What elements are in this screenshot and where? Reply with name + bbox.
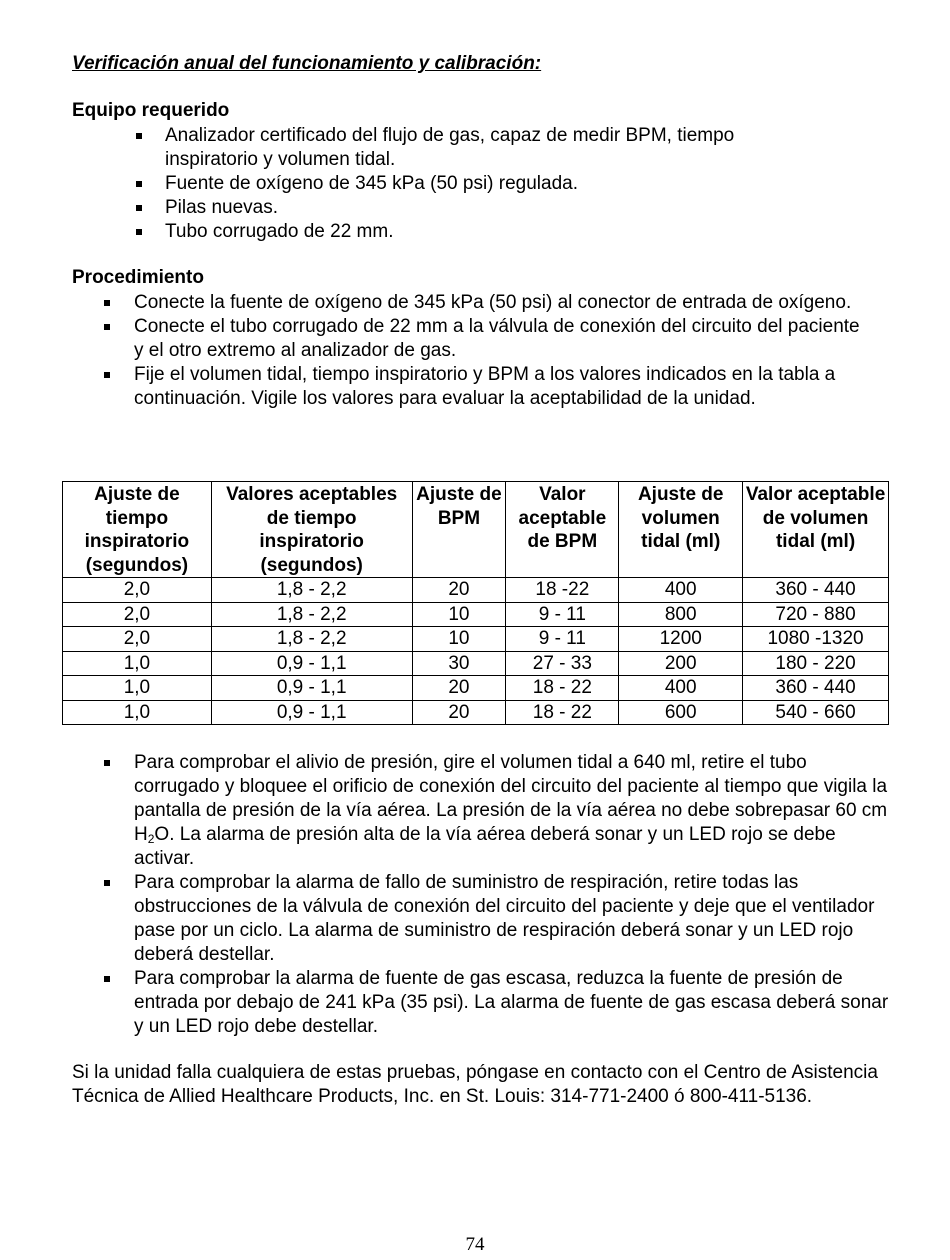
table-cell: 600 (619, 700, 743, 725)
table-cell: 10 (412, 602, 506, 627)
procedure-list (134, 291, 864, 411)
table-cell: 18 - 22 (506, 676, 619, 701)
table-cell: 1,8 - 2,2 (211, 578, 412, 603)
table-row (63, 651, 889, 676)
list-item: Fije el volumen tidal, tiempo inspiratorio y BPM a los valores indicados en la tabla a continuación. Vigile los valores para evaluar la aceptabilidad de la unidad. (134, 363, 864, 411)
table-cell: 360 - 440 (743, 676, 889, 701)
equipment-list (165, 124, 815, 244)
table-cell: 2,0 (63, 602, 212, 627)
table-header-row (63, 482, 889, 578)
table-cell: 0,9 - 1,1 (211, 651, 412, 676)
bullet-icon (104, 760, 110, 766)
column-header: Valores aceptables de tiempo inspiratorio (segundos) (211, 482, 412, 578)
table-cell: 2,0 (63, 627, 212, 652)
column-header: Ajuste de BPM (412, 482, 506, 578)
equipment-heading: Equipo requerido (72, 100, 230, 121)
table-cell: 400 (619, 676, 743, 701)
table-cell: 9 - 11 (506, 602, 619, 627)
table-cell: 0,9 - 1,1 (211, 700, 412, 725)
bullet-icon (136, 181, 142, 187)
table-cell: 1080 -1320 (743, 627, 889, 652)
calibration-table (62, 481, 889, 725)
bullet-icon (104, 300, 110, 306)
list-item: Para comprobar la alarma de fuente de gas escasa, reduzca la fuente de presión de entrada por debajo de 241 kPa (35 psi). La alarma de fuente de gas escasa deberá sonar y un LED rojo debe destellar. (134, 967, 894, 1039)
page-title: Verificación anual del funcionamiento y calibración: (72, 53, 542, 74)
table-cell: 200 (619, 651, 743, 676)
table-cell: 27 - 33 (506, 651, 619, 676)
table-cell: 1,0 (63, 676, 212, 701)
bullet-icon (104, 976, 110, 982)
list-item: Pilas nuevas. (165, 196, 815, 220)
table-cell: 400 (619, 578, 743, 603)
table-cell: 9 - 11 (506, 627, 619, 652)
list-item: Conecte el tubo corrugado de 22 mm a la válvula de conexión del circuito del paciente y el otro extremo al analizador de gas. (134, 315, 864, 363)
table-cell: 18 -22 (506, 578, 619, 603)
bullet-icon (104, 880, 110, 886)
list-item: Para comprobar la alarma de fallo de suministro de respiración, retire todas las obstrucciones de la válvula de conexión del circuito del paciente y deje que el ventilador pase por un ciclo. La alarma de suministro de respiración deberá sonar y un LED rojo deberá destellar. (134, 871, 894, 967)
table-cell: 0,9 - 1,1 (211, 676, 412, 701)
table-row (63, 578, 889, 603)
bullet-icon (104, 324, 110, 330)
table-cell: 10 (412, 627, 506, 652)
table-cell: 1,8 - 2,2 (211, 602, 412, 627)
column-header: Ajuste de tiempo inspiratorio (segundos) (63, 482, 212, 578)
bullet-icon (136, 229, 142, 235)
table-cell: 540 - 660 (743, 700, 889, 725)
table-cell: 18 - 22 (506, 700, 619, 725)
page-number: 74 (465, 1234, 485, 1255)
bullet-icon (104, 372, 110, 378)
bullet-icon (136, 205, 142, 211)
table-cell: 720 - 880 (743, 602, 889, 627)
table-cell: 20 (412, 578, 506, 603)
table-cell: 20 (412, 676, 506, 701)
list-item: Conecte la fuente de oxígeno de 345 kPa (50 psi) al conector de entrada de oxígeno. (134, 291, 864, 315)
table-cell: 30 (412, 651, 506, 676)
table-cell: 180 - 220 (743, 651, 889, 676)
table-cell: 360 - 440 (743, 578, 889, 603)
test-list (134, 751, 894, 1039)
table-cell: 1200 (619, 627, 743, 652)
procedure-heading: Procedimiento (72, 267, 204, 288)
list-item: Analizador certificado del flujo de gas, capaz de medir BPM, tiempo inspiratorio y volumen tidal. (165, 124, 815, 172)
column-header: Valor aceptable de BPM (506, 482, 619, 578)
table-row (63, 700, 889, 725)
list-item: Tubo corrugado de 22 mm. (165, 220, 815, 244)
table-cell: 1,0 (63, 700, 212, 725)
table-row (63, 676, 889, 701)
table-cell: 1,8 - 2,2 (211, 627, 412, 652)
list-item: Para comprobar el alivio de presión, gire el volumen tidal a 640 ml, retire el tubo corrugado y bloquee el orificio de conexión del circuito del paciente al tiempo que vigila la pantalla de presión de la vía aérea. La presión de la vía aérea no debe sobrepasar 60 cm $H_2O$. La alarma de presión alta de la vía aérea deberá sonar y un LED rojo se debe activar. (134, 751, 894, 871)
bullet-icon (136, 133, 142, 139)
table-row (63, 627, 889, 652)
column-header: Ajuste de volumen tidal (ml) (619, 482, 743, 578)
table-cell: 800 (619, 602, 743, 627)
list-item: Fuente de oxígeno de 345 kPa (50 psi) regulada. (165, 172, 815, 196)
column-header: Valor aceptable de volumen tidal (ml) (743, 482, 889, 578)
table-cell: 1,0 (63, 651, 212, 676)
contact-paragraph: Si la unidad falla cualquiera de estas pruebas, póngase en contacto con el Centro de Asistencia Técnica de Allied Healthcare Products, Inc. en St. Louis: 314-771-2400 ó 800-411-5136. (72, 1062, 878, 1107)
table-cell: 20 (412, 700, 506, 725)
table-row (63, 602, 889, 627)
table-cell: 2,0 (63, 578, 212, 603)
